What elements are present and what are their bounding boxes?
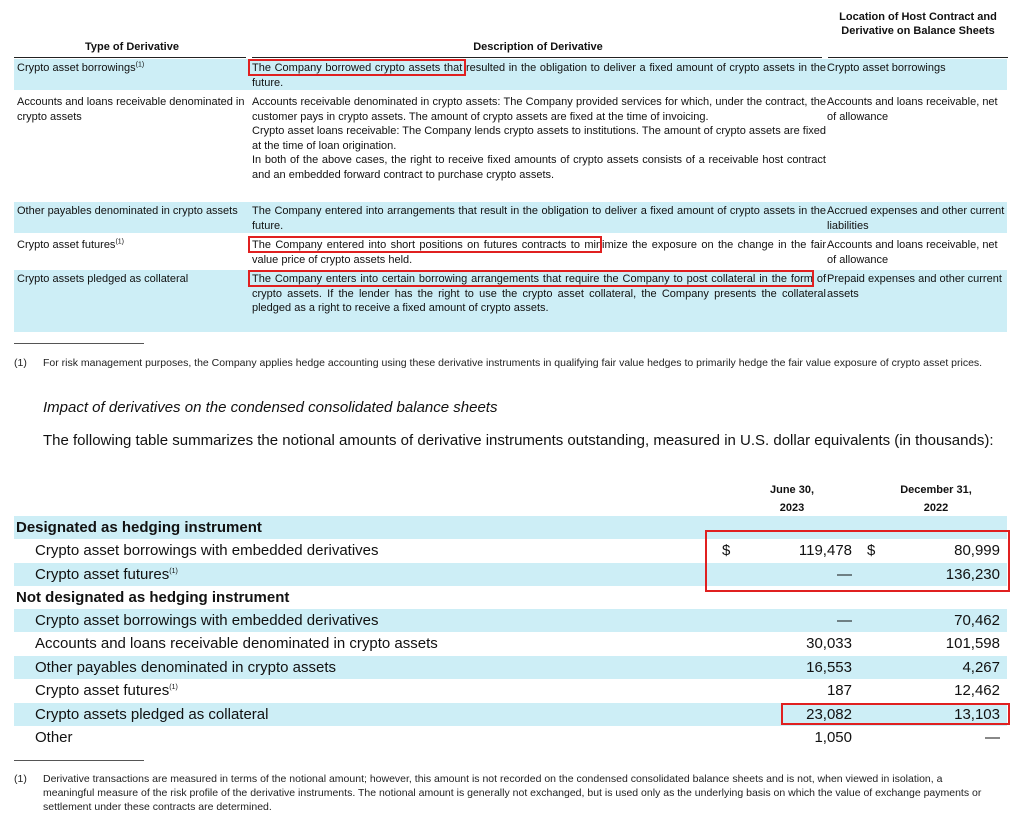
row-label: Crypto asset borrowings with embedded derivatives bbox=[35, 612, 379, 629]
highlight-box bbox=[248, 270, 814, 287]
row-label: Crypto asset futures$^{(1)}$ bbox=[35, 682, 178, 699]
table-row bbox=[14, 656, 1007, 679]
derivative-description: The Company entered into arrangements that result in the obligation to deliver a fixed amount of crypto assets in the future. bbox=[252, 205, 826, 232]
value-2022: 70,462 bbox=[954, 612, 1000, 629]
value-2022: 101,598 bbox=[945, 635, 1000, 652]
derivative-location: Accounts and loans receivable, net of allowance bbox=[827, 239, 998, 266]
row-label: Crypto assets pledged as collateral bbox=[35, 706, 269, 723]
derivative-row bbox=[14, 202, 1007, 233]
value-2023: 23,082 bbox=[806, 706, 852, 723]
description-line: Accounts receivable denominated in crypto assets: The Company provided services for which, under the contract, the customer pays in crypto assets. The amount of crypto assets are fixed at the time of invoicing. bbox=[252, 96, 826, 123]
value-2022: 12,462 bbox=[954, 682, 1000, 699]
header-rule-location bbox=[828, 57, 1008, 58]
derivative-description: The Company borrowed crypto assets that resulted in the obligation to deliver a fixed amount of crypto assets in the future. bbox=[252, 62, 826, 89]
derivative-type: Crypto asset futures$^{(1)}$ bbox=[17, 238, 124, 251]
derivative-row bbox=[14, 59, 1007, 90]
derivative-location: Accounts and loans receivable, net of allowance bbox=[827, 96, 998, 123]
value-2023: 30,033 bbox=[806, 635, 852, 652]
derivative-description: The Company enters into certain borrowing arrangements that require the Company to post collateral in the form of crypto assets. If the lender has the right to use the crypto asset collateral, the Company presents the collateral pledged as a right to receive a fixed amount of crypto assets. bbox=[252, 273, 826, 314]
derivative-row bbox=[14, 93, 1007, 199]
highlight-box bbox=[248, 236, 602, 253]
table-row bbox=[14, 726, 1007, 749]
value-2023: — bbox=[837, 612, 852, 629]
highlight-box bbox=[705, 530, 1010, 592]
derivative-description bbox=[252, 95, 826, 182]
footnote-text: Derivative transactions are measured in terms of the notional amount; however, this amount is not recorded on the condensed consolidated balance sheets and is not, when viewed in isolation, a meaningful measure of the risk profile of the derivative instruments. The notional amount is generally not exchanged, but is used only as the underlying basis on which the value of exchange payments or settlement under these contracts are determined. bbox=[43, 773, 982, 813]
highlight-box bbox=[248, 59, 466, 76]
derivative-type: Crypto asset borrowings$^{(1)}$ bbox=[17, 61, 145, 74]
currency-symbol: $ bbox=[722, 542, 731, 559]
footnote-rule bbox=[14, 343, 144, 344]
section-heading: Impact of derivatives on the condensed consolidated balance sheets bbox=[43, 399, 498, 416]
header-rule-description bbox=[252, 57, 822, 58]
derivative-location: Accrued expenses and other current liabilities bbox=[827, 205, 1005, 232]
section-row bbox=[14, 586, 1007, 609]
column-header-june-2023: June 30, 2023 bbox=[769, 484, 815, 514]
section-label: Designated as hedging instrument bbox=[16, 519, 262, 536]
header-type: Type of Derivative bbox=[85, 41, 179, 53]
footnote-number: (1) bbox=[14, 773, 27, 785]
footnote-number: (1) bbox=[14, 357, 27, 369]
highlight-box bbox=[781, 703, 1010, 725]
value-2022: — bbox=[985, 729, 1000, 746]
row-label: Other bbox=[35, 729, 73, 746]
derivative-location: Prepaid expenses and other current assets bbox=[827, 273, 1002, 300]
row-label: Crypto asset borrowings with embedded derivatives bbox=[35, 542, 379, 559]
derivative-type: Crypto assets pledged as collateral bbox=[17, 273, 189, 285]
table-row bbox=[14, 679, 1007, 702]
value-2023: 16,553 bbox=[806, 659, 852, 676]
value-2023: 119,478 bbox=[798, 542, 852, 559]
value-2022: 4,267 bbox=[962, 659, 1000, 676]
footnote-rule bbox=[14, 760, 144, 761]
description-line: Crypto asset loans receivable: The Company lends crypto assets to institutions. The amount of crypto assets are fixed at the time of loan origination. bbox=[252, 125, 826, 152]
column-header-dec-2022: December 31, 2022 bbox=[900, 484, 972, 514]
table-row bbox=[14, 632, 1007, 655]
derivative-description: The Company entered into short positions on futures contracts to minimize the exposure on the change in the fair value price of crypto assets held. bbox=[252, 239, 826, 266]
value-2022: 80,999 bbox=[954, 542, 1000, 559]
section-label: Not designated as hedging instrument bbox=[16, 589, 290, 606]
derivative-table-header bbox=[0, 0, 1024, 58]
header-description: Description of Derivative bbox=[473, 41, 603, 53]
row-label: Other payables denominated in crypto assets bbox=[35, 659, 337, 676]
value-2022: 136,230 bbox=[945, 566, 1000, 583]
table-row bbox=[14, 609, 1007, 632]
value-2022: 13,103 bbox=[954, 706, 1000, 723]
derivative-type: Other payables denominated in crypto assets bbox=[17, 205, 238, 217]
value-2023: — bbox=[837, 566, 852, 583]
value-2023: 1,050 bbox=[814, 729, 852, 746]
intro-paragraph: The following table summarizes the notional amounts of derivative instruments outstanding, measured in U.S. dollar equivalents (in thousands): bbox=[43, 432, 994, 449]
header-rule-type bbox=[14, 57, 246, 58]
row-label: Accounts and loans receivable denominated in crypto assets bbox=[35, 635, 438, 652]
derivative-location: Crypto asset borrowings bbox=[827, 62, 946, 74]
value-2023: 187 bbox=[826, 682, 852, 699]
description-line: In both of the above cases, the right to receive fixed amounts of crypto assets consists of a receivable host contract and an embedded forward contract to purchase crypto assets. bbox=[252, 154, 826, 181]
row-label: Crypto asset futures$^{(1)}$ bbox=[35, 566, 178, 583]
footnote-text: For risk management purposes, the Company applies hedge accounting using these derivative instruments in qualifying fair value hedges to primarily hedge the fair value exposure of crypto asset prices. bbox=[43, 357, 983, 369]
derivative-type: Accounts and loans receivable denominated in crypto assets bbox=[17, 96, 245, 123]
header-location: Location of Host Contract and Derivative on Balance Sheets bbox=[839, 11, 997, 37]
currency-symbol: $ bbox=[867, 542, 876, 559]
